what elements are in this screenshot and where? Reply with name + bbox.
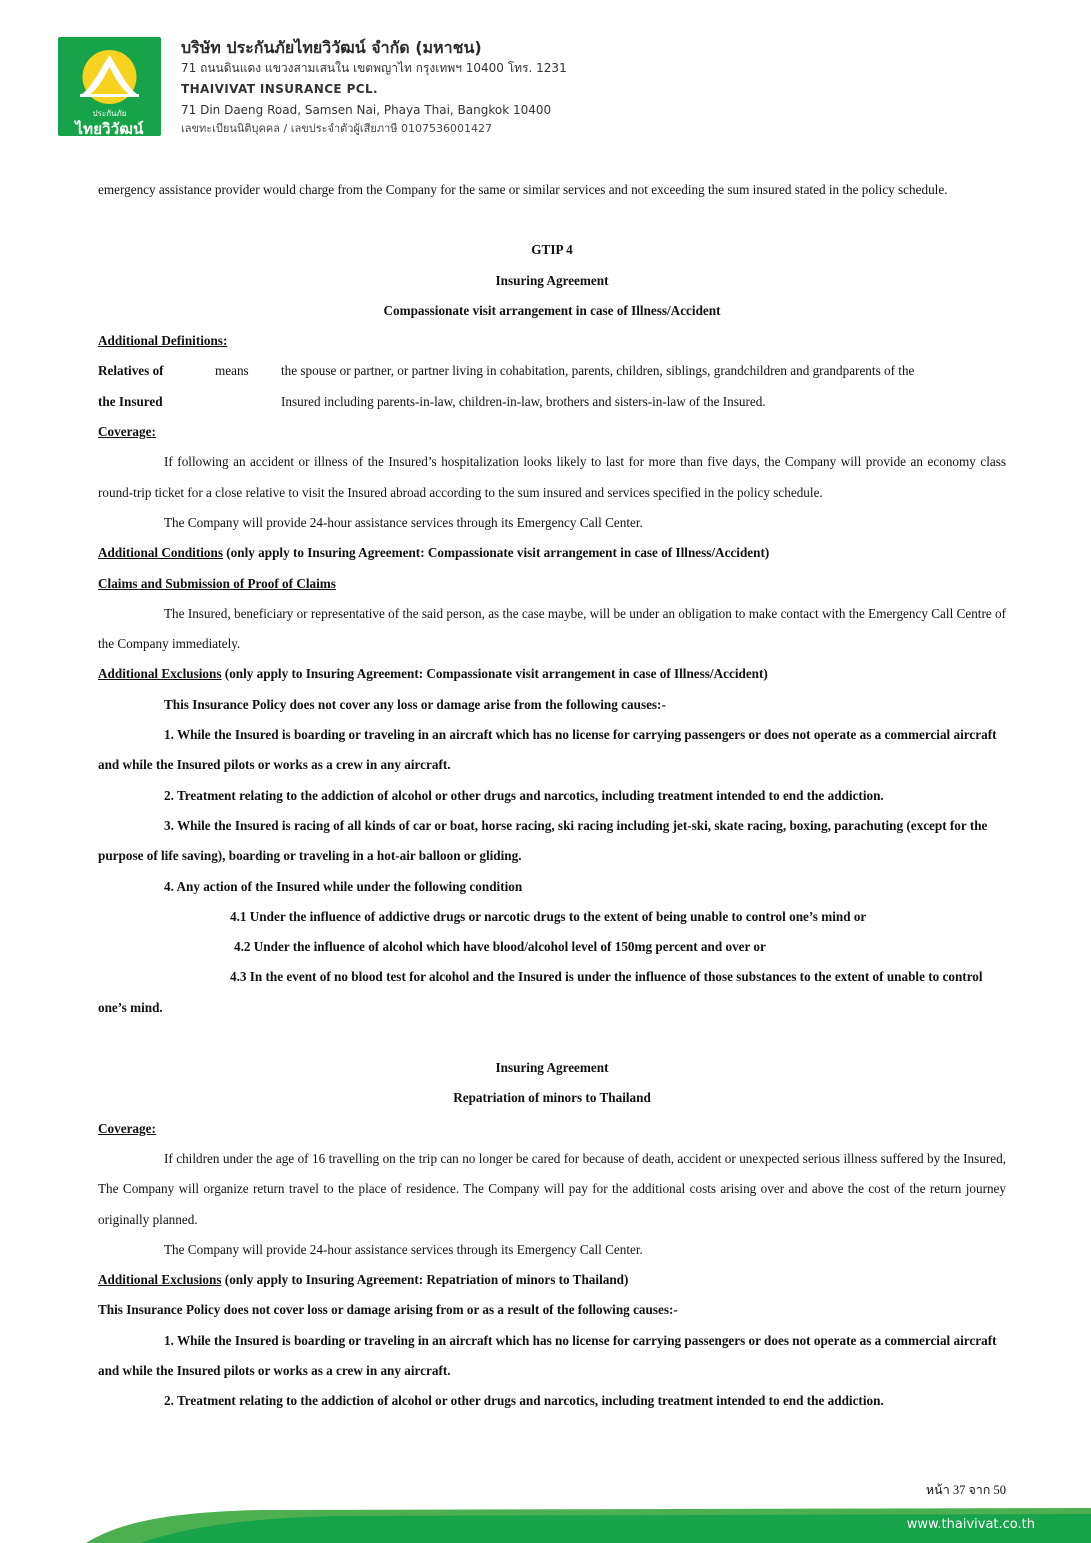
- definition-means-spacer: [215, 387, 281, 417]
- definitions-heading: [98, 326, 1006, 356]
- definition-means: means: [215, 363, 249, 379]
- definitions-heading-text: Additional Definitions:: [98, 333, 228, 349]
- company-name-english: THAIVIVAT INSURANCE PCL.: [181, 82, 378, 96]
- definition-term-line-2: the Insured: [98, 393, 163, 409]
- section-title: Insuring Agreement: [495, 1060, 609, 1076]
- coverage-paragraph: The Company will provide 24-hour assistance services through its Emergency Call Center.: [164, 514, 643, 530]
- definition-row: [98, 356, 1006, 386]
- footer-bar: [0, 1500, 1091, 1543]
- section-subtitle: Repatriation of minors to Thailand: [453, 1090, 651, 1106]
- exclusions-intro: This Insurance Policy does not cover any loss or damage arise from the following causes:-: [164, 696, 666, 712]
- spacer: [98, 205, 1006, 235]
- company-registration: เลขทะเบียนนิติบุคคล / เลขประจำตัวผู้เสียภาษี 0107536001427: [181, 122, 492, 135]
- definition-text-line-2: Insured including parents-in-law, children-in-law, brothers and sisters-in-law of the Insured.: [281, 393, 766, 409]
- section-code: GTIP 4: [531, 242, 573, 258]
- coverage-heading-text: Coverage:: [98, 424, 156, 440]
- exclusion-subitem: 4.2 Under the influence of alcohol which have blood/alcohol level of 150mg percent and over or: [234, 939, 766, 955]
- spacer: [98, 1023, 1006, 1053]
- exclusion-item: 1. While the Insured is boarding or traveling in an aircraft which has no license for carrying passengers or does not operate as a commercial aircraft and while the Insured pilots or works as a crew in any aircraft.: [98, 727, 997, 773]
- page-number: หน้า 37 จาก 50: [925, 1483, 1006, 1497]
- logo-small-text: ประกันภัย: [92, 109, 127, 118]
- section-subtitle: Compassionate visit arrangement in case of Illness/Accident: [383, 302, 721, 318]
- definition-text-line-1: the spouse or partner, or partner living in cohabitation, parents, children, siblings, grandchildren and grandparents of the: [281, 363, 915, 379]
- exclusions-note: (only apply to Insuring Agreement: Compassionate visit arrangement in case of Illness/Accident): [221, 666, 768, 682]
- company-address-thai: 71 ถนนดินแดง แขวงสามเสนใน เขตพญาไท กรุงเทพฯ 10400 โทร. 1231: [181, 61, 567, 75]
- section-title: Insuring Agreement: [495, 272, 609, 288]
- exclusions-heading-text: Additional Exclusions: [98, 666, 222, 682]
- company-logo: [58, 37, 161, 136]
- exclusions-heading: [98, 1265, 1006, 1295]
- exclusions-note: (only apply to Insuring Agreement: Repatriation of minors to Thailand): [221, 1272, 629, 1288]
- exclusion-item: 1. While the Insured is boarding or traveling in an aircraft which has no license for carrying passengers or does not operate as a commercial aircraft and while the Insured pilots or works as a crew in any aircraft.: [98, 1332, 997, 1378]
- company-address-english: 71 Din Daeng Road, Samsen Nai, Phaya Thai, Bangkok 10400: [181, 103, 552, 117]
- claims-heading: [98, 569, 1006, 599]
- conditions-note: (only apply to Insuring Agreement: Compassionate visit arrangement in case of Illness/Accident): [222, 545, 770, 561]
- coverage-paragraph: The Company will provide 24-hour assistance services through its Emergency Call Center.: [164, 1241, 643, 1257]
- exclusions-heading: [98, 659, 1006, 689]
- coverage-paragraph: If children under the age of 16 travelling on the trip can no longer be cared for because of death, accident or unexpected serious illness suffered by the Insured, The Company will organize return travel to the place of residence. The Company will pay for the additional costs arising over and above the cost of the return journey originally planned.: [98, 1150, 1006, 1227]
- company-info: [181, 36, 567, 139]
- exclusion-subitem: 4.3 In the event of no blood test for alcohol and the Insured is under the influence of those substances to the extent of unable to control one’s mind.: [98, 969, 983, 1015]
- claims-paragraph: The Insured, beneficiary or representative of the said person, as the case maybe, will be under an obligation to make contact with the Emergency Call Centre of the Company immediately.: [98, 605, 1006, 652]
- coverage-heading: [98, 417, 1006, 447]
- exclusion-subitem: 4.1 Under the influence of addictive drugs or narcotic drugs to the extent of being unable to control one’s mind or: [230, 908, 867, 924]
- exclusions-intro: This Insurance Policy does not cover loss or damage arising from or as a result of the following causes:-: [98, 1302, 678, 1318]
- company-name-thai: บริษัท ประกันภัยไทยวิวัฒน์ จำกัด (มหาชน): [181, 38, 482, 57]
- definition-row: [98, 387, 1006, 417]
- exclusion-item: 2. Treatment relating to the addiction of alcohol or other drugs and narcotics, including treatment intended to end the addiction.: [164, 787, 884, 803]
- exclusion-item: 4. Any action of the Insured while under the following condition: [164, 878, 523, 894]
- conditions-heading-text: Additional Conditions: [98, 545, 223, 561]
- coverage-heading-text: Coverage:: [98, 1120, 156, 1136]
- definition-term-line-1: Relatives of: [98, 363, 164, 379]
- document-body: [98, 175, 1006, 1417]
- coverage-heading: [98, 1114, 1006, 1144]
- website-link[interactable]: www.thaivivat.co.th: [906, 1517, 1035, 1532]
- exclusions-heading-text: Additional Exclusions: [98, 1272, 222, 1288]
- claims-heading-text: Claims and Submission of Proof of Claims: [98, 575, 336, 591]
- logo-brand-text: ไทยวิวัฒน์: [75, 120, 144, 136]
- conditions-heading: [98, 538, 1006, 568]
- intro-paragraph: emergency assistance provider would charge from the Company for the same or similar services and not exceeding the sum insured stated in the policy schedule.: [98, 182, 948, 197]
- coverage-paragraph: If following an accident or illness of the Insured’s hospitalization looks likely to last for more than five days, the Company will provide an economy class round-trip ticket for a close relative to visit the Insured abroad according to the sum insured and services specified in the policy schedule.: [98, 454, 1006, 500]
- exclusion-item: 2. Treatment relating to the addiction of alcohol or other drugs and narcotics, including treatment intended to end the addiction.: [164, 1393, 884, 1409]
- exclusion-item: 3. While the Insured is racing of all kinds of car or boat, horse racing, ski racing including jet-ski, skate racing, boxing, parachuting (except for the purpose of life saving), boarding or traveling in a hot-air balloon or gliding.: [98, 817, 988, 864]
